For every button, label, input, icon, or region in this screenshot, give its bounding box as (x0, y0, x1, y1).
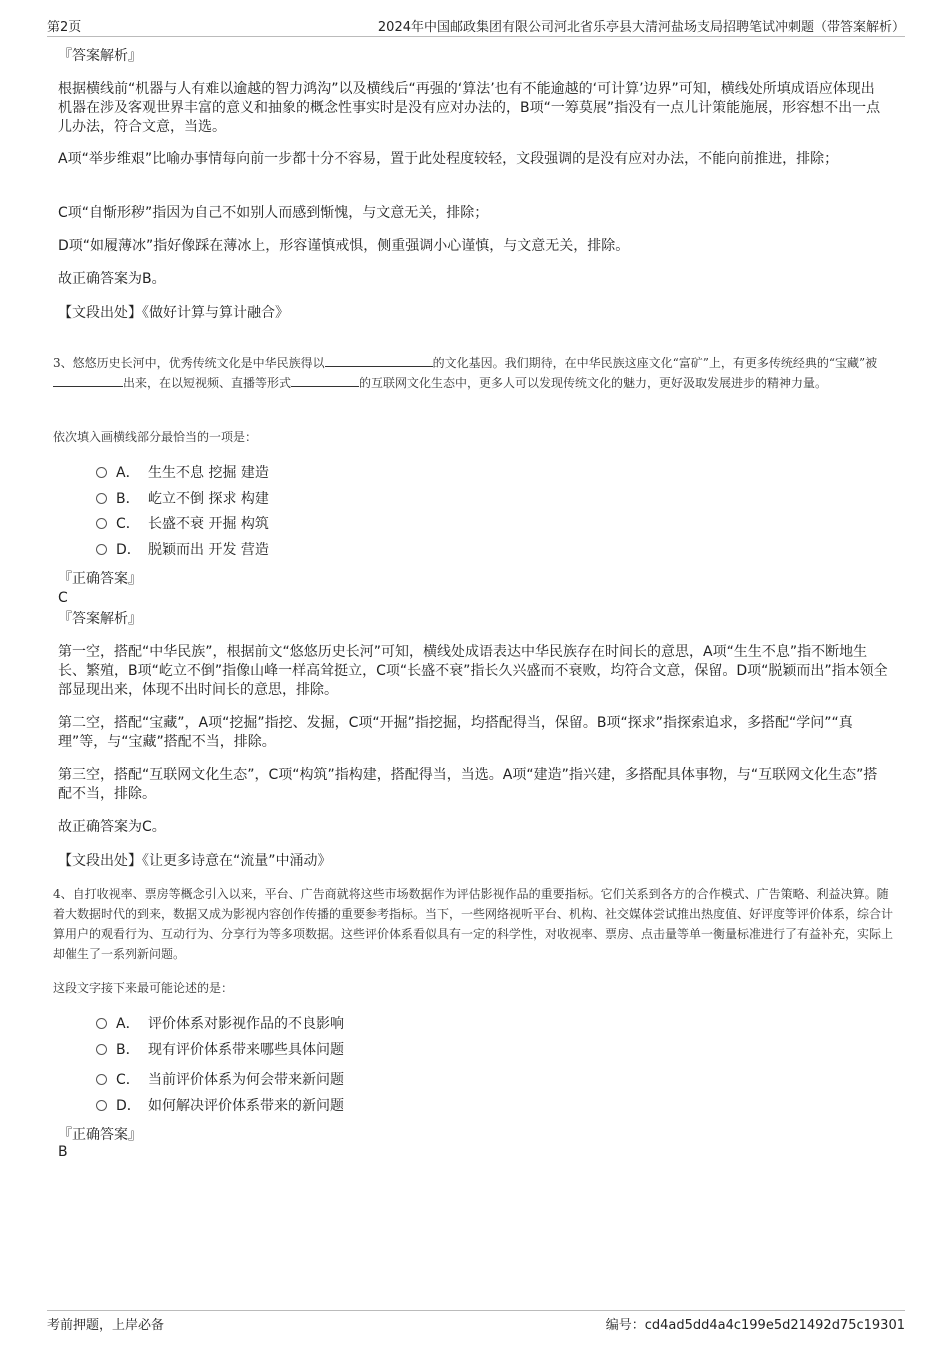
option-c[interactable]: C． 当前评价体系为何会带来新问题 (96, 1070, 344, 1092)
answer-conclusion: 故正确答案为C。 (58, 819, 166, 835)
fill-blank (325, 354, 433, 367)
radio-icon[interactable] (96, 544, 107, 555)
radio-icon[interactable] (96, 493, 107, 504)
document-title: 2024年中国邮政集团有限公司河北省乐亭县大清河盐场支局招聘笔试冲刺题（带答案解析） (377, 20, 905, 35)
analysis-paragraph: 第一空，搭配“中华民族”，根据前文“悠悠历史长河”可知，横线处成语表达中华民族存在时间长的意思，A项“生生不息”指不断地生长、繁殖，B项“屹立不倒”指像山峰一样高耸挺立，C项“长盛不衰”指长久兴盛而不衰败，均符合文意，保留。D项“脱颖而出”指本领全部显现出来，体现不出时间长的意思，排除。 (58, 644, 888, 698)
answer-value: B (58, 1144, 68, 1160)
question-prompt: 依次填入画横线部分最恰当的一项是： (53, 430, 258, 444)
radio-icon[interactable] (96, 1018, 107, 1029)
answer-heading: 『正确答案』 (58, 1127, 142, 1143)
question-stem: 3、悠悠历史长河中，优秀传统文化是中华民族得以 的文化基因。我们期待，在中华民族这座文化“富矿”上，有更多传统经典的“宝藏”被出来，在以短视频、直播等形式 的互联网文化生态中，更多人可以发现传统文化的魅力，更好汲取发展进步的精神力量。 (53, 356, 878, 390)
answer-conclusion: 故正确答案为B。 (58, 271, 166, 287)
footer-slogan: 考前押题，上岸必备 (47, 1318, 165, 1333)
question-prompt: 这段文字接下来最可能论述的是： (53, 981, 234, 995)
radio-icon[interactable] (96, 1100, 107, 1111)
option-a[interactable]: A． 评价体系对影视作品的不良影响 (96, 1014, 344, 1036)
fill-blank (53, 374, 123, 387)
page-number: 第2页 (47, 20, 82, 35)
option-d[interactable]: D． 如何解决评价体系带来的新问题 (96, 1096, 344, 1118)
option-d[interactable]: D． 脱颖而出 开发 营造 (96, 540, 269, 562)
source-citation: 【文段出处】《让更多诗意在“流量”中涌动》 (58, 853, 332, 869)
page-footer (47, 1310, 905, 1333)
analysis-heading: 『答案解析』 (58, 48, 142, 64)
fill-blank (291, 374, 359, 387)
analysis-paragraph: C项“自惭形秽”指因为自己不如别人而感到惭愧，与文意无关，排除； (58, 205, 489, 221)
analysis-paragraph: 第二空，搭配“宝藏”，A项“挖掘”指挖、发掘，C项“开掘”指挖掘，均搭配得当，保留。B项“探求”指探索追求，多搭配“学问”“真理”等，与“宝藏”搭配不当，排除。 (58, 715, 853, 750)
question-stem: 4、自打收视率、票房等概念引入以来，平台、广告商就将这些市场数据作为评估影视作品的重要指标。它们关系到各方的合作模式、广告策略、利益决算。随着大数据时代的到来，数据又成为影视内容创作传播的重要参考指标。当下，一些网络视听平台、机构、社交媒体尝试推出热度值、好评度等评价体系，综合计算用户的观看行为、互动行为、分享行为等多项数据。这些评价体系看似具有一定的科学性，对收视率、票房、点击量等单一衡量标准进行了有益补充，实际上却催生了一系列新问题。 (53, 887, 894, 961)
page-header (47, 14, 905, 37)
radio-icon[interactable] (96, 1044, 107, 1055)
radio-icon[interactable] (96, 518, 107, 529)
source-citation: 【文段出处】《做好计算与算计融合》 (58, 305, 289, 321)
option-b[interactable]: B． 现有评价体系带来哪些具体问题 (96, 1040, 344, 1062)
analysis-paragraph: A项“举步维艰”比喻办事情每向前一步都十分不容易，置于此处程度较轻，文段强调的是没有应对办法，不能向前推进，排除； (58, 151, 839, 167)
document-id: 编号：cd4ad5dd4a4c199e5d21492d75c19301 (605, 1318, 905, 1333)
option-b[interactable]: B． 屹立不倒 探求 构建 (96, 489, 269, 511)
answer-heading: 『正确答案』 (58, 571, 142, 587)
answer-value: C (58, 590, 68, 606)
radio-icon[interactable] (96, 1074, 107, 1085)
analysis-heading: 『答案解析』 (58, 611, 142, 627)
analysis-paragraph: 根据横线前“机器与人有难以逾越的智力鸿沟”以及横线后“再强的‘算法’也有不能逾越的‘可计算’边界”可知，横线处所填成语应体现出机器在涉及客观世界丰富的意义和抽象的概念性事实时是没有应对办法的，B项“一筹莫展”指没有一点儿计策能施展，形容想不出一点儿办法，符合文意，当选。 (58, 81, 881, 135)
analysis-paragraph: 第三空，搭配“互联网文化生态”，C项“构筑”指构建，搭配得当，当选。A项“建造”指兴建，多搭配具体事物，与“互联网文化生态”搭配不当，排除。 (58, 767, 878, 802)
option-c[interactable]: C． 长盛不衰 开掘 构筑 (96, 514, 269, 536)
radio-icon[interactable] (96, 467, 107, 478)
analysis-paragraph: D项“如履薄冰”指好像踩在薄冰上，形容谨慎戒惧，侧重强调小心谨慎，与文意无关，排除。 (58, 238, 630, 254)
option-a[interactable]: A． 生生不息 挖掘 建造 (96, 463, 269, 485)
